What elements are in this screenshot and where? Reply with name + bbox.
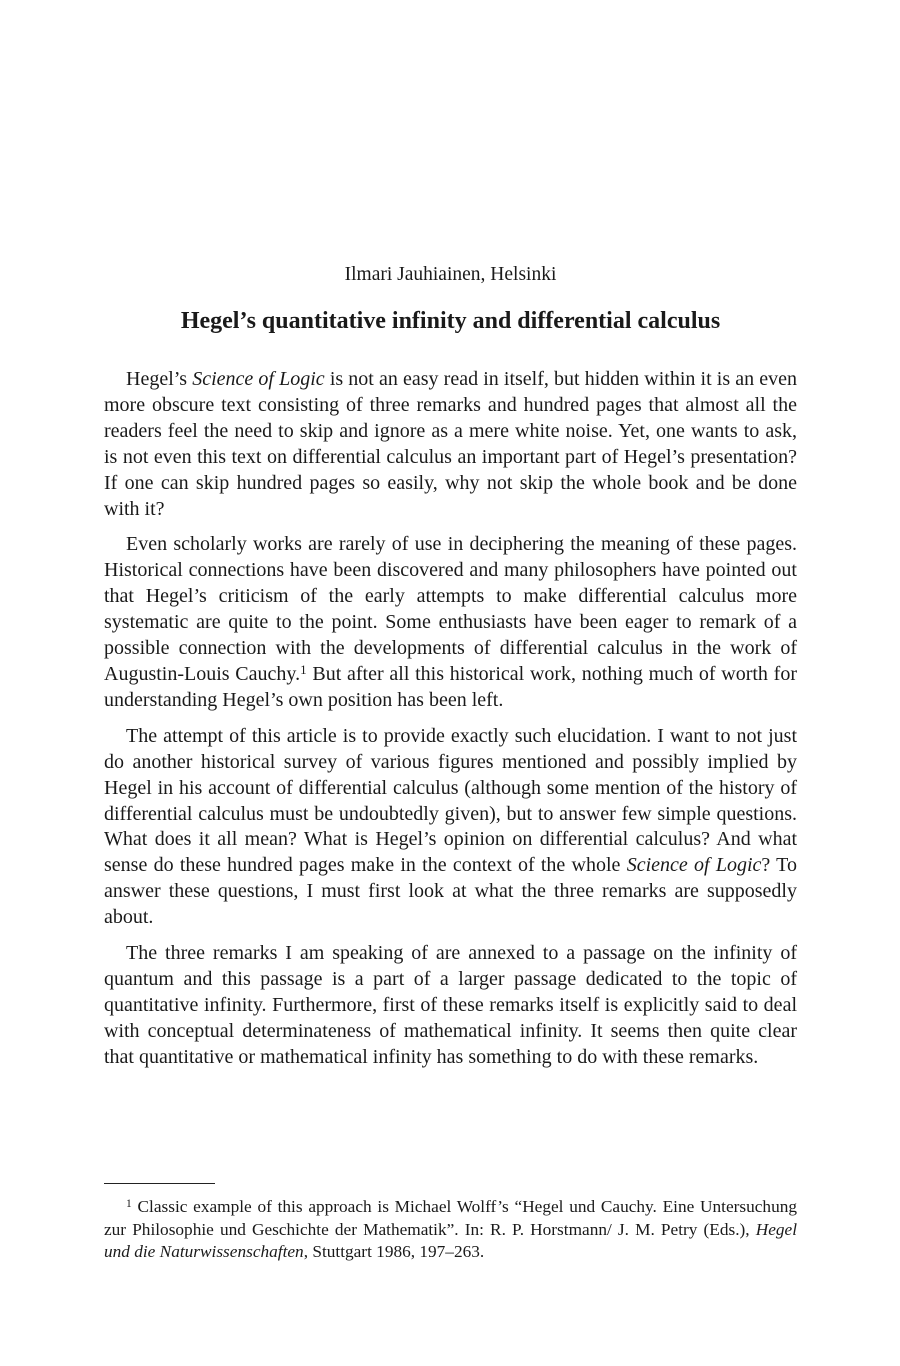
book-title-italic: Hegel und die Naturwissenschaften	[104, 1219, 797, 1261]
footnote-1: $^1$ Classic example of this approach is Michael Wolff’s “Hegel und Cauchy. Eine Untersuchung zur Philosophie und Geschichte der Mathematik”. In: R. P. Horstmann/ J. M. Petry (Eds.), Hegel und die Naturwissenschaften, Stuttgart 1986, 197–263.	[104, 1197, 797, 1261]
article-body	[104, 367, 797, 1081]
footnote-number: 1	[126, 1198, 132, 1210]
article-title: Hegel’s quantitative infinity and differential calculus	[180, 308, 721, 334]
paragraph-4: The three remarks I am speaking of are annexed to a passage on the infinity of quantum and this passage is a part of a larger passage dedicated to the topic of quantitative infinity. Furthermore, first of these remarks itself is explicitly said to deal with conceptual determinateness of mathematical infinity. It seems then quite clear that quantitative or mathematical infinity has something to do with these remarks.	[104, 942, 797, 1068]
book-title-italic: Science of Logic	[192, 368, 325, 390]
footnote-separator	[104, 1183, 215, 1184]
paragraph-2: Even scholarly works are rarely of use in deciphering the meaning of these pages. Historical connections have been discovered and many philosophers have pointed out that Hegel’s criticism of the early attempts to make differential calculus more systematic are quite to the point. Some enthusiasts have been eager to remark of a possible connection with the developments of differential calculus in the work of Augustin-Louis Cauchy.$^1$ But after all this historical work, nothing much of worth for understanding Hegel’s own position has been left.	[104, 533, 797, 711]
author-line: Ilmari Jauhiainen, Helsinki	[344, 264, 557, 285]
footnote-reference[interactable]: 1	[300, 661, 307, 677]
book-title-italic: Science of Logic	[626, 854, 762, 877]
paragraph-3: The attempt of this article is to provide exactly such elucidation. I want to not just do another historical survey of various figures mentioned and possibly implied by Hegel in his account of differential calculus (although some mention of the history of differential calculus must be undoubtedly given), but to answer few simple questions. What does it all mean? What is Hegel’s opinion on differential calculus? And what sense do these hundred pages make in the context of the whole Science of Logic? To answer these questions, I must first look at what the three remarks are supposedly about.	[104, 724, 797, 929]
paragraph-1: Hegel’s Science of Logic is not an easy read in itself, but hidden within it is an even more obscure text consisting of three remarks and hundred pages that almost all the readers feel the need to skip and ignore as a mere white noise. Yet, one wants to ask, is not even this text on differential calculus an important part of Hegel’s presentation? If one can skip hundred pages so easily, why not skip the whole book and be done with it?	[104, 368, 797, 520]
